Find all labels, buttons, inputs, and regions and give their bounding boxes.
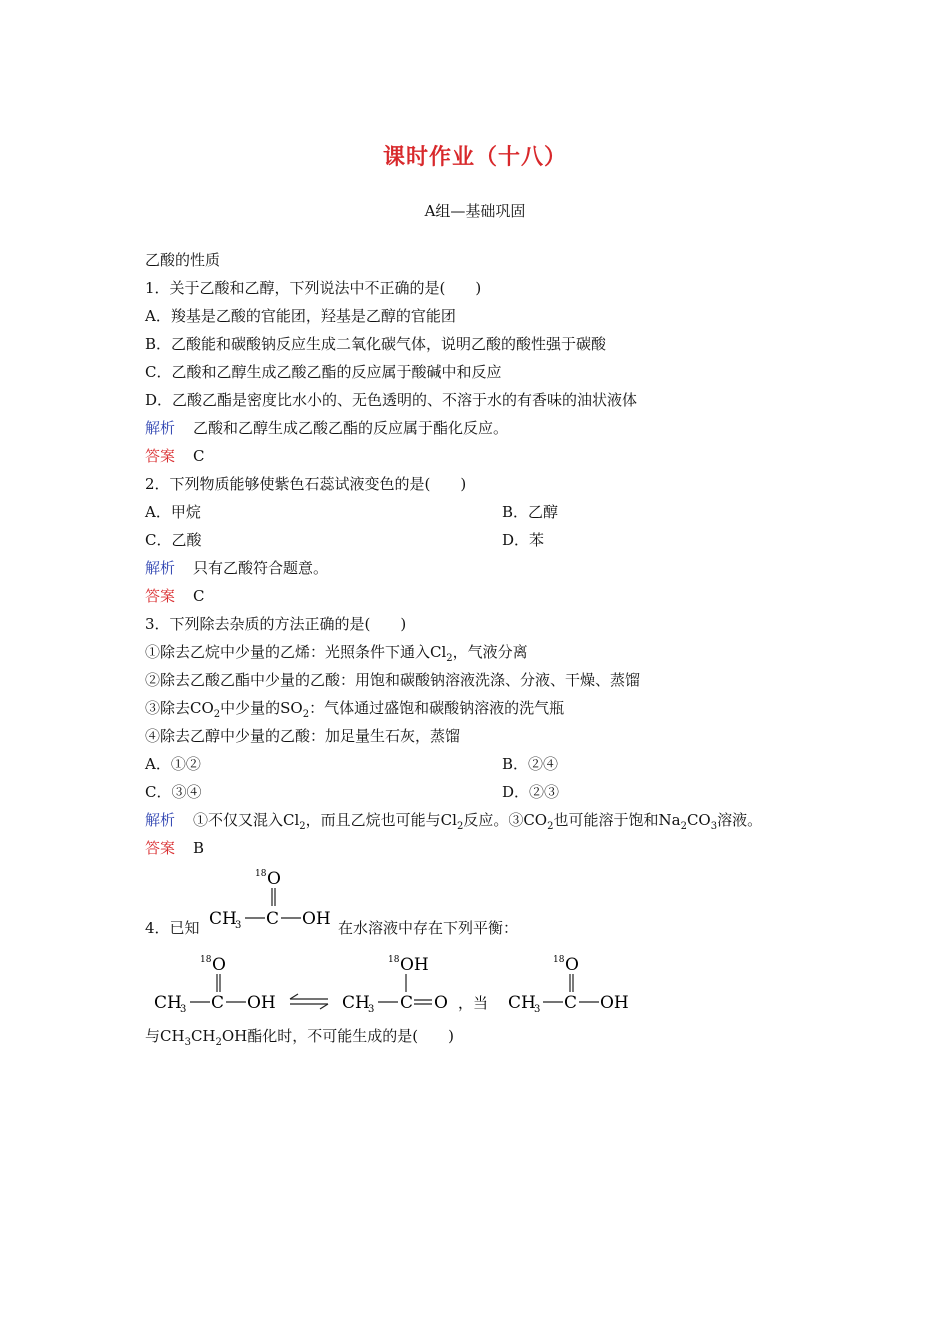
svg-text:C: C (211, 993, 225, 1013)
svg-text:OH: OH (247, 993, 276, 1013)
q4-stem-prefix: 4．已知 (145, 919, 200, 937)
svg-text:O: O (565, 955, 579, 975)
q2-stem: 2．下列物质能够使紫色石蕊试液变色的是( ) (145, 475, 467, 493)
q3-option-c: C．③④ (145, 783, 202, 801)
q1-option-b: B．乙酸能和碳酸钠反应生成二氧化碳气体，说明乙酸的酸性强于碳酸 (145, 335, 607, 353)
q2-option-c: C．乙酸 (145, 531, 202, 549)
answer-label: 答案 (145, 447, 176, 465)
q1-option-c: C．乙酸和乙醇生成乙酸乙酯的反应属于酸碱中和反应 (145, 363, 502, 381)
q3-item-1: ①除去乙烷中少量的乙烯：光照条件下通入$Cl_2$，气液分离 (145, 643, 528, 664)
svg-text:CH: CH (154, 993, 182, 1013)
svg-text:3: 3 (534, 1004, 541, 1015)
q3-analysis: 解析 ①不仅又混入$Cl_2$，而且乙烷也可能与$Cl_2$反应。$③CO_2$也可能溶于饱和$Na_2CO_3$溶液。 (145, 811, 763, 832)
svg-text:OH: OH (600, 993, 629, 1013)
svg-text:18: 18 (553, 955, 565, 965)
svg-text:C: C (400, 993, 414, 1013)
analysis-label: 解析 (145, 559, 176, 577)
q2-answer (145, 586, 205, 606)
svg-text:O: O (267, 869, 281, 889)
q2-option-d: D．苯 (502, 531, 545, 549)
q2-option-a: A．甲烷 (145, 503, 201, 521)
svg-text:O: O (212, 955, 226, 975)
q1-option-a: A．羧基是乙酸的官能团，羟基是乙醇的官能团 (145, 307, 456, 325)
svg-text:C: C (266, 909, 280, 929)
svg-text:3: 3 (368, 1004, 375, 1015)
acetic-acid-structure-1 (205, 862, 340, 934)
svg-text:O: O (434, 993, 448, 1013)
acid-form-structure (154, 955, 276, 1015)
q2-answer-value: C (193, 587, 205, 605)
svg-text:CH: CH (209, 909, 237, 929)
q3-stem: 3．下列除去杂质的方法正确的是( ) (145, 615, 407, 633)
svg-text:18: 18 (388, 955, 400, 965)
q3-item-4: ④除去乙醇中少量的乙酸：加足量生石灰，蒸馏 (145, 727, 461, 745)
enol-form-structure (342, 955, 448, 1015)
svg-text:OH: OH (302, 909, 331, 929)
q1-stem: 1．关于乙酸和乙醇，下列说法中不正确的是( ) (145, 279, 482, 297)
answer-label: 答案 (145, 839, 176, 857)
analysis-label: 解析 (145, 811, 176, 829)
equilibrium-arrow-icon (290, 994, 328, 1009)
svg-text:3: 3 (235, 920, 242, 931)
q2-analysis-text: 只有乙酸符合题意。 (193, 559, 329, 577)
q1-option-d: D．乙酸乙酯是密度比水小的、无色透明的、不溶于水的有香味的油状液体 (145, 391, 638, 409)
q3-option-a: A．①② (145, 755, 201, 773)
q2-analysis (145, 558, 328, 578)
svg-text:18: 18 (255, 869, 267, 879)
page-title: 课时作业（十八） (382, 144, 567, 170)
q3-item-3: ③除去$CO_2$中少量的$SO_2$：气体通过盛饱和碳酸钠溶液的洗气瓶 (145, 699, 565, 720)
svg-text:CH: CH (508, 993, 536, 1013)
q4-stem-suffix: 在水溶液中存在下列平衡： (338, 919, 519, 937)
q4-tail: 与$CH_3CH_2OH$酯化时，不可能生成的是( ) (145, 1027, 454, 1048)
q3-answer (145, 838, 204, 858)
q1-answer (145, 446, 205, 466)
equilibrium-equation (150, 948, 640, 1018)
q3-item-2: ②除去乙酸乙酯中少量的乙酸：用饱和碳酸钠溶液洗涤、分液、干燥、蒸馏 (145, 671, 641, 689)
svg-text:3: 3 (180, 1004, 187, 1015)
q1-analysis (145, 418, 508, 438)
labeled-acid-structure (508, 955, 629, 1015)
q1-analysis-text: 乙酸和乙醇生成乙酸乙酯的反应属于酯化反应。 (193, 419, 509, 437)
svg-text:CH: CH (342, 993, 370, 1013)
q3-option-d: D．②③ (502, 783, 560, 801)
q2-option-b: B．乙醇 (502, 503, 559, 521)
svg-text:OH: OH (400, 955, 429, 975)
answer-label: 答案 (145, 587, 176, 605)
section-group-title: A组—基础巩固 (424, 202, 526, 220)
q3-option-b: B．②④ (502, 755, 559, 773)
q1-answer-value: C (193, 447, 205, 465)
svg-text:C: C (564, 993, 578, 1013)
q3-answer-value: B (193, 839, 205, 857)
svg-text:18: 18 (200, 955, 212, 965)
analysis-label: 解析 (145, 419, 176, 437)
topic-heading: 乙酸的性质 (145, 251, 221, 269)
q4-stem-when: ，当 (458, 994, 489, 1012)
